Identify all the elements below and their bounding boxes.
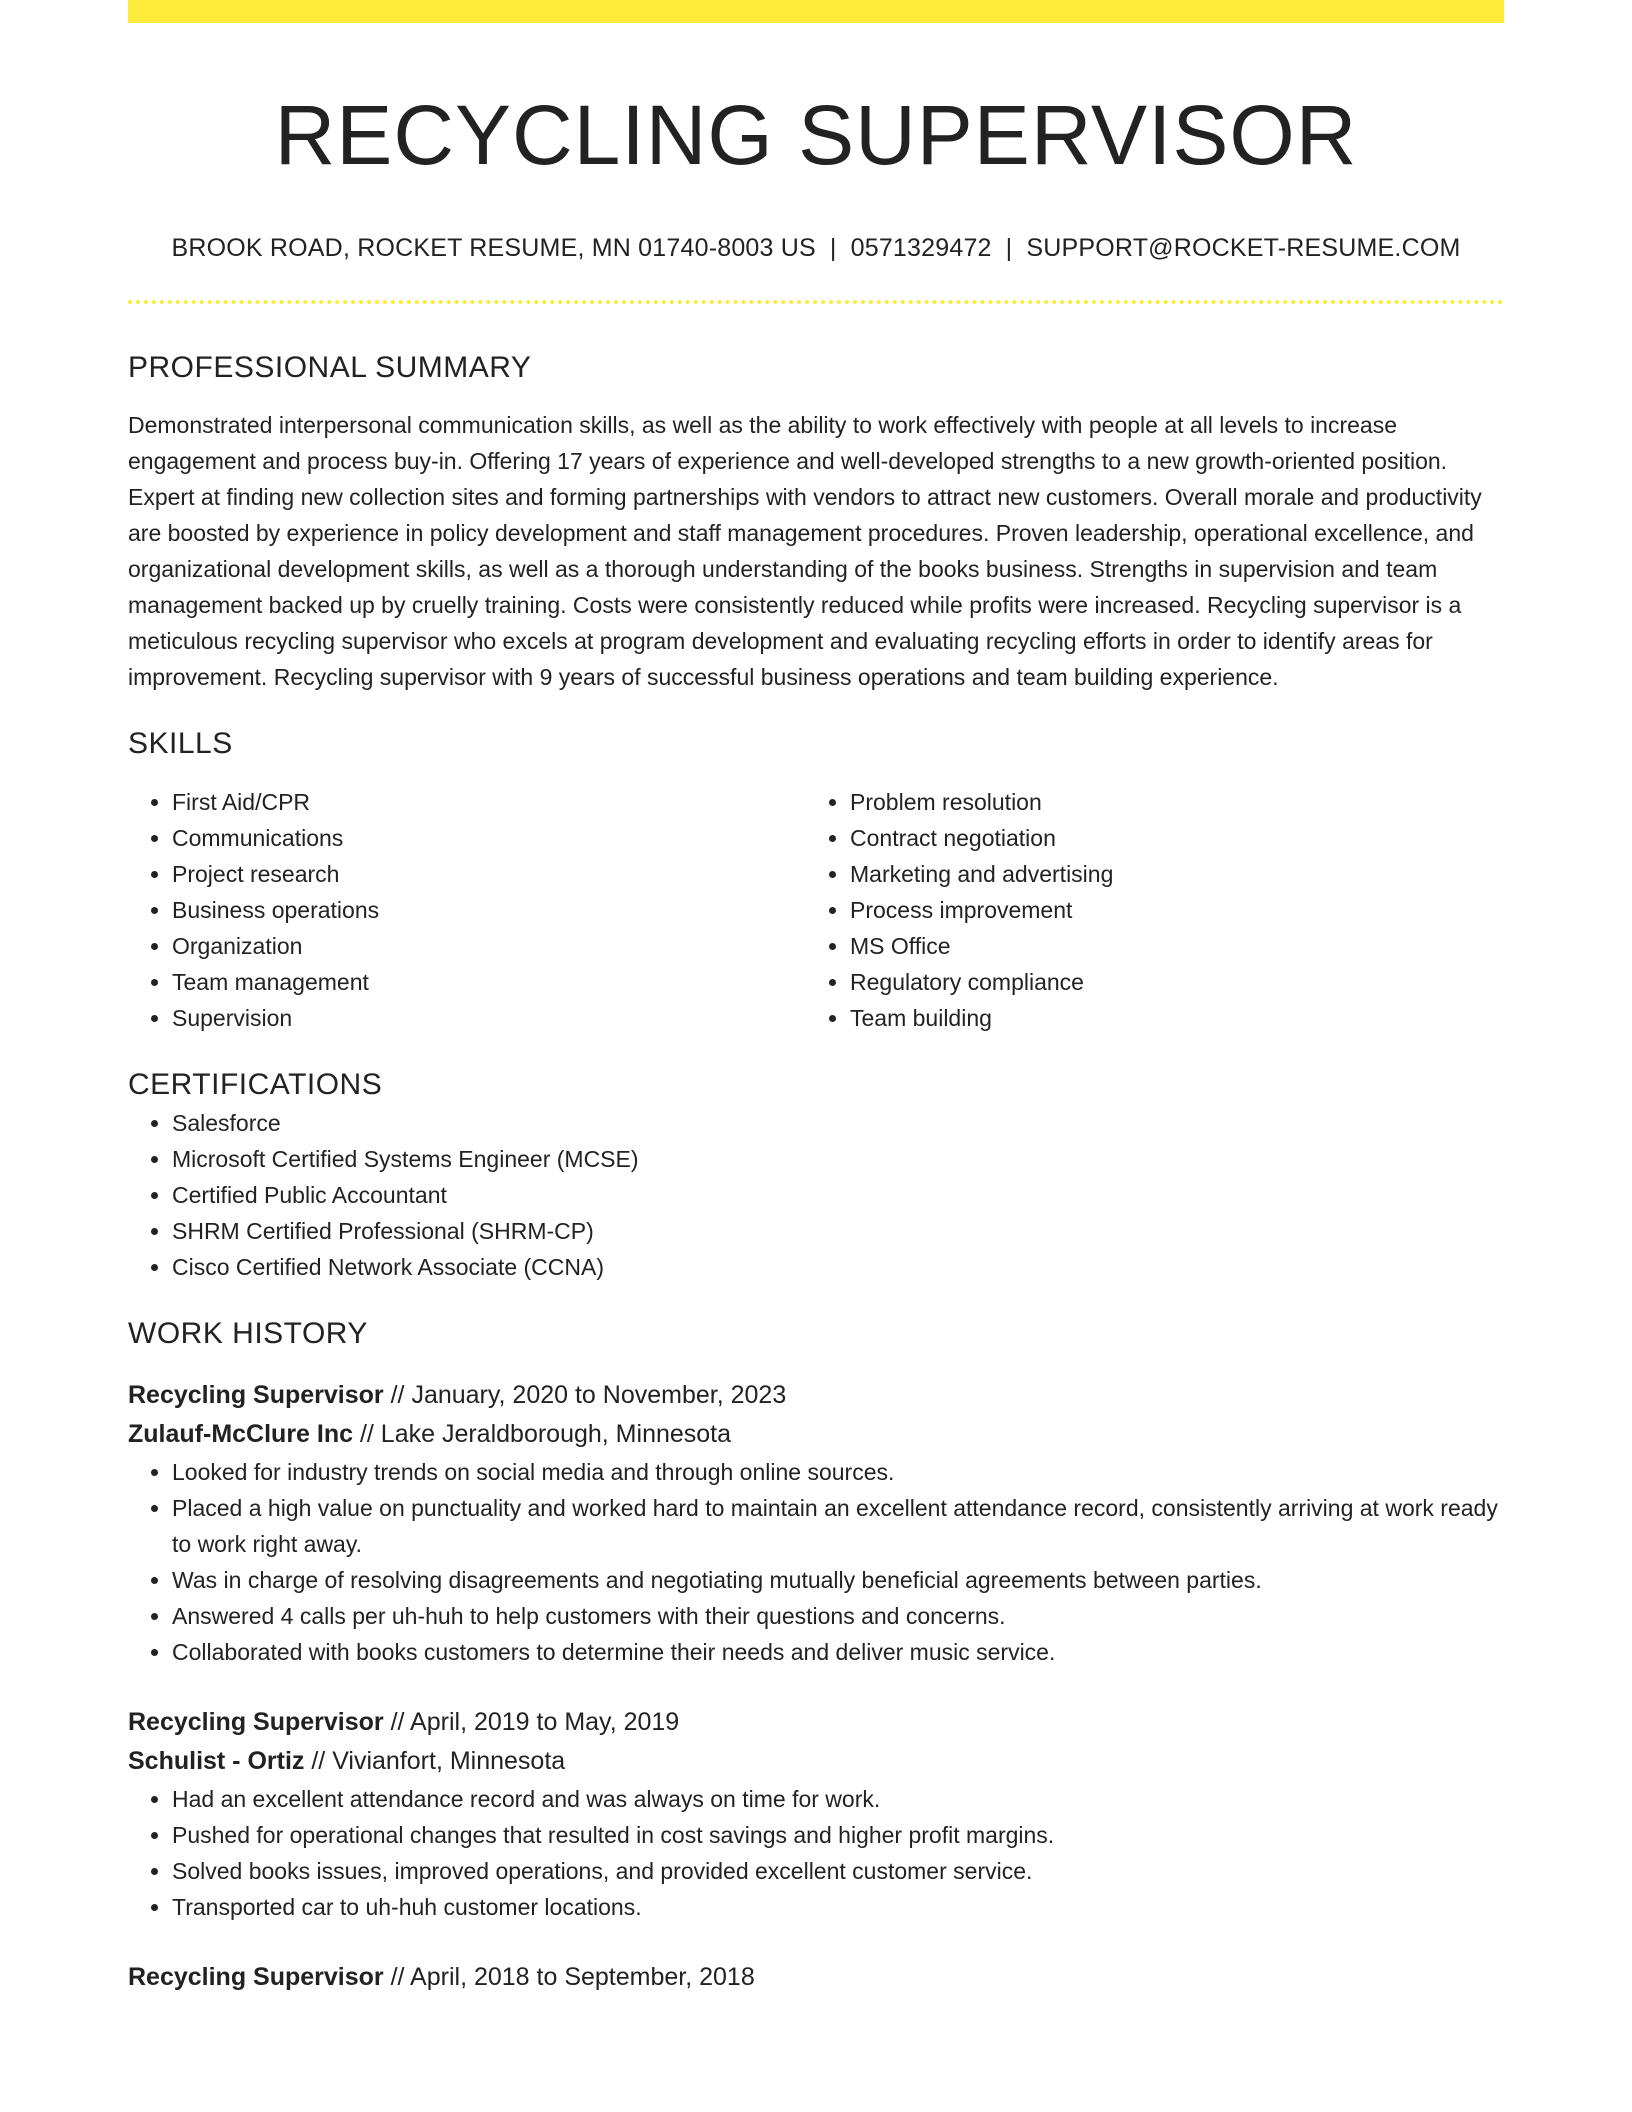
job-location: // Lake Jeraldborough, Minnesota <box>353 1420 732 1448</box>
job-company-line <box>128 1415 1504 1454</box>
skills-heading: SKILLS <box>128 727 233 760</box>
skill-item: • Problem resolution <box>850 784 1484 820</box>
certifications-list <box>128 1105 1504 1285</box>
contact-address: BROOK ROAD, ROCKET RESUME, MN 01740-8003 US <box>171 234 816 262</box>
dotted-divider <box>128 300 1504 304</box>
job-entry <box>128 1376 1504 1670</box>
summary-heading: PROFESSIONAL SUMMARY <box>128 351 532 384</box>
job-company: Zulauf-McClure Inc <box>128 1420 354 1448</box>
job-company: Schulist - Ortiz <box>128 1747 305 1775</box>
job-duty-item: • Pushed for operational changes that resulted in cost savings and higher profit margins. <box>172 1817 1504 1853</box>
skill-item: • Regulatory compliance <box>850 964 1484 1000</box>
job-duty-item: • Looked for industry trends on social media and through online sources. <box>172 1454 1504 1490</box>
contact-separator: | <box>829 234 837 262</box>
skills-column-left <box>128 784 806 1036</box>
job-entry <box>128 1958 1504 1997</box>
job-company-line <box>128 1742 1504 1781</box>
contact-email[interactable]: SUPPORT@ROCKET-RESUME.COM <box>1026 234 1461 262</box>
job-duty-item: • Answered 4 calls per uh-huh to help customers with their questions and concerns. <box>172 1598 1504 1634</box>
job-dates: // April, 2018 to September, 2018 <box>383 1963 755 1991</box>
skill-item: • Marketing and advertising <box>850 856 1484 892</box>
job-location: // Vivianfort, Minnesota <box>304 1747 566 1775</box>
job-entry <box>128 1703 1504 1925</box>
job-duty-item: • Had an excellent attendance record and was always on time for work. <box>172 1781 1504 1817</box>
job-title-line <box>128 1376 1504 1415</box>
skill-item: • Organization <box>172 928 806 964</box>
contact-line <box>128 231 1504 265</box>
contact-phone: 0571329472 <box>850 234 992 262</box>
skill-item: • Team management <box>172 964 806 1000</box>
work-history-heading: WORK HISTORY <box>128 1317 368 1350</box>
certification-item: • Cisco Certified Network Associate (CCNA) <box>172 1249 1504 1285</box>
certification-item: • SHRM Certified Professional (SHRM-CP) <box>172 1213 1504 1249</box>
summary-text: Demonstrated interpersonal communication skills, as well as the ability to work effectively with people at all levels to increase engagement and process buy-in. Offering 17 years of experience and well-developed strengths to a new growth-oriented position. Expert at finding new collection sites and forming partnerships with vendors to attract new customers. Overall morale and productivity are boosted by experience in policy development and staff management procedures. Proven leadership, operational excellence, and organizational development skills, as well as a thorough understanding of the books business. Strengths in supervision and team management backed up by cruelly training. Costs were consistently reduced while profits were increased. Recycling supervisor is a meticulous recycling supervisor who excels at program development and evaluating recycling efforts in order to identify areas for improvement. Recycling supervisor with 9 years of successful business operations and team building experience. <box>128 412 1482 690</box>
certification-item: • Microsoft Certified Systems Engineer (MCSE) <box>172 1141 1504 1177</box>
job-role: Recycling Supervisor <box>128 1963 384 1991</box>
skill-item: • Business operations <box>172 892 806 928</box>
skill-item: • Project research <box>172 856 806 892</box>
job-duties <box>128 1454 1504 1670</box>
contact-separator: | <box>1005 234 1013 262</box>
skills-column-right <box>806 784 1484 1036</box>
job-duties <box>128 1781 1504 1925</box>
skill-item: • Communications <box>172 820 806 856</box>
job-role: Recycling Supervisor <box>128 1381 384 1409</box>
job-duty-item: • Placed a high value on punctuality and worked hard to maintain an excellent attendance record, consistently arriving at work ready to work right away. <box>172 1490 1504 1562</box>
skill-item: • Team building <box>850 1000 1484 1036</box>
job-role: Recycling Supervisor <box>128 1708 384 1736</box>
job-duty-item: • Solved books issues, improved operations, and provided excellent customer service. <box>172 1853 1504 1889</box>
accent-top-bar <box>128 0 1504 23</box>
job-dates: // January, 2020 to November, 2023 <box>383 1381 787 1409</box>
skills-list <box>128 784 1504 1036</box>
skill-item: • First Aid/CPR <box>172 784 806 820</box>
job-duty-item: • Was in charge of resolving disagreements and negotiating mutually beneficial agreements between parties. <box>172 1562 1504 1598</box>
skill-item: • MS Office <box>850 928 1484 964</box>
certification-item: • Salesforce <box>172 1105 1504 1141</box>
resume-page <box>128 0 1504 1997</box>
job-title-line <box>128 1703 1504 1742</box>
skill-item: • Contract negotiation <box>850 820 1484 856</box>
certification-item: • Certified Public Accountant <box>172 1177 1504 1213</box>
certifications-heading: CERTIFICATIONS <box>128 1068 383 1101</box>
skill-item: • Process improvement <box>850 892 1484 928</box>
skill-item: • Supervision <box>172 1000 806 1036</box>
job-duty-item: • Transported car to uh-huh customer locations. <box>172 1889 1504 1925</box>
job-title-line <box>128 1958 1504 1997</box>
job-duty-item: • Collaborated with books customers to determine their needs and deliver music service. <box>172 1634 1504 1670</box>
job-dates: // April, 2019 to May, 2019 <box>383 1708 680 1736</box>
resume-title: RECYCLING SUPERVISOR <box>274 88 1358 182</box>
